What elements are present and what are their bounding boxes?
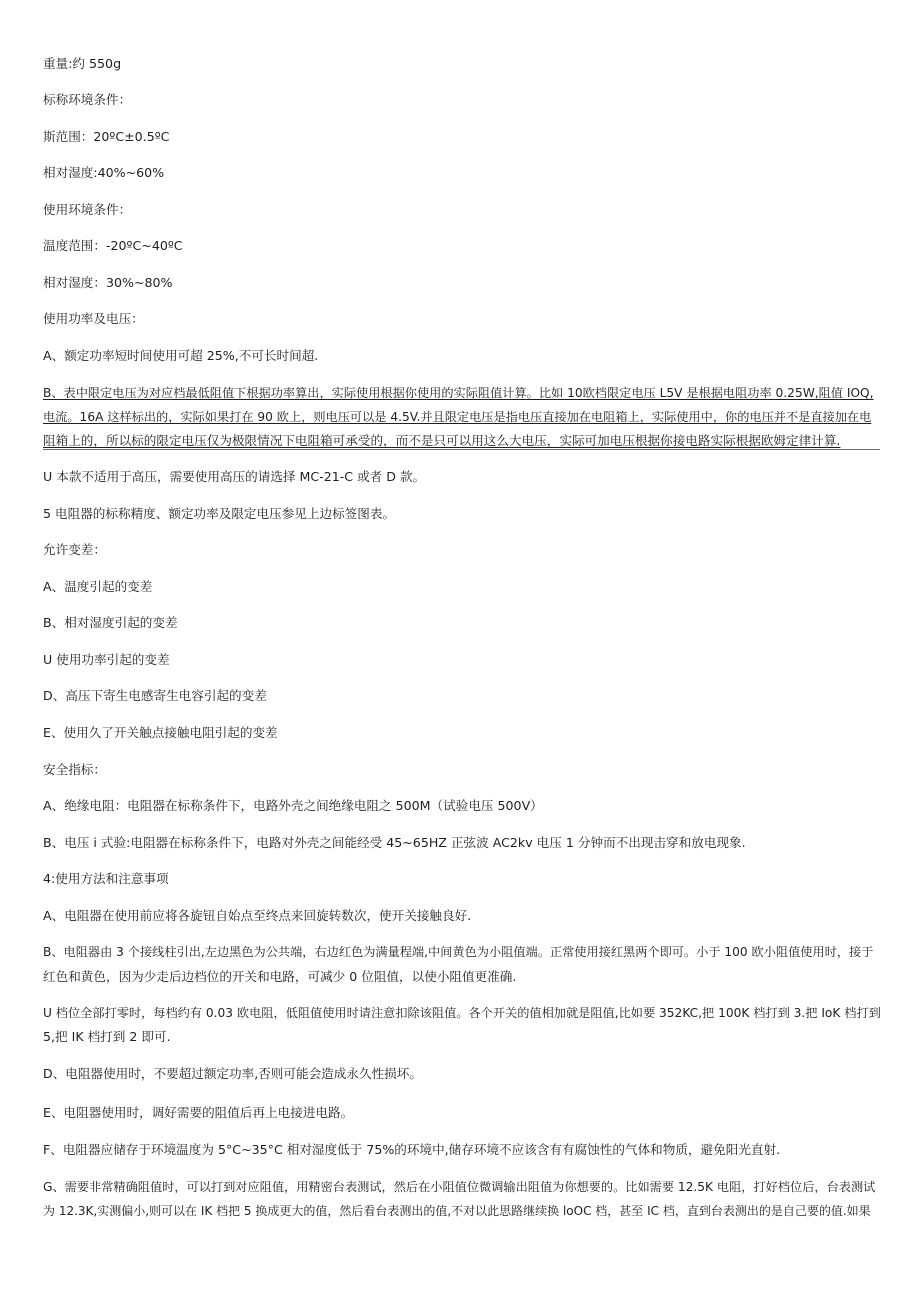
- variation-b: B、相对湿度引起的变差: [43, 615, 178, 630]
- safety-a: A、绝缘电阻：电阻器在标称条件下，电路外壳之间绝缘电阻之 500M（试验电压 500V）: [43, 798, 543, 813]
- note-voltage-b-line2: 电流。16A 这样标出的，实际如果打在 90 欧上，则电压可以是 4.5V.并且限定电压是指电压直接加在电阻箱上，实际使用中，你的电压并不是直接加在电: [43, 410, 872, 424]
- note-power-a: A、额定功率短时间使用可超 25%,不可长时间超.: [43, 348, 319, 363]
- variation-e: E、使用久了开关触点接触电阻引起的变差: [43, 725, 278, 740]
- usage-c-line1: U 档位全部打零时，每档约有 0.03 欧电阻，低阻值使用时请注意扣除该阻值。各个开关的值相加就是阻值,比如要 352KC,把 100K 档打到 3.把 IoK 档打到: [43, 1006, 881, 1020]
- variation-d: D、高压下寄生电感寄生电容引起的变差: [43, 688, 267, 703]
- variation-a: A、温度引起的变差: [43, 579, 153, 594]
- safety-b: B、电压 i 式验:电阻器在标称条件下，电路对外壳之间能经受 45~65HZ 正弦波 AC2kv 电压 1 分钟而不出现击穿和放电现象.: [43, 835, 746, 850]
- variation-c: U 使用功率引起的变差: [43, 652, 170, 667]
- divider-line: [43, 449, 880, 450]
- heading-allowed-variation: 允许变差：: [43, 542, 106, 557]
- spec-weight: 重量:约 550g: [43, 56, 122, 71]
- note-high-voltage: U 本款不适用于高压，需要使用高压的请选择 MC-21-C 或者 D 款。: [43, 469, 426, 484]
- usage-b-line1: B、电阻器由 3 个接线柱引出,左边黑色为公共端，右边红色为满量程端,中间黄色为小阻值端。正常使用接红黑两个即可。小于 100 欧小阻值使用时，接于: [43, 945, 874, 959]
- usage-e: E、电阻器使用时，调好需要的阻值后再上电接进电路。: [43, 1105, 354, 1120]
- heading-usage-environment: 使用环境条件：: [43, 202, 132, 217]
- usage-c-line2: 5,把 IK 档打到 2 即可.: [43, 1029, 171, 1044]
- spec-usage-humidity: 相对湿度：30%~80%: [43, 275, 173, 290]
- usage-a: A、电阻器在使用前应将各旋钮自始点至终点来回旋转数次，使开关接触良好.: [43, 908, 472, 923]
- spec-usage-temperature: 温度范围：-20ºC~40ºC: [43, 238, 183, 253]
- spec-relative-humidity: 相对湿度:40%~60%: [43, 165, 165, 180]
- note-voltage-b-line3: 阻箱上的，所以标的限定电压仅为极限情况下电阻箱可承受的，而不是只可以用这么大电压，实际可加电压根据你接电路实际根据欧姆定律计算.: [43, 433, 841, 448]
- usage-g-line2: 为 12.3K,实测偏小,则可以在 IK 档把 5 换成更大的值，然后看台表测出的值,不对以此思路继续换 loOC 档，甚至 IC 档，直到台表测出的是自己要的值.如果: [43, 1204, 871, 1218]
- spec-temperature-range: 斯范围：20ºC±0.5ºC: [43, 129, 170, 144]
- usage-g-line1: G、需要非常精确阻值时，可以打到对应阻值，用精密台表测试，然后在小阻值位微调输出阻值为你想要的。比如需要 12.5K 电阻，打好档位后，台表测试: [43, 1180, 876, 1194]
- usage-d: D、电阻器使用时，不要超过额定功率,否则可能会造成永久性损坏。: [43, 1066, 422, 1081]
- heading-safety: 安全指标：: [43, 762, 106, 777]
- heading-power-voltage: 使用功率及电压：: [43, 311, 144, 326]
- usage-f: F、电阻器应储存于环境温度为 5°C~35°C 相对湿度低于 75%的环境中,储存环境不应该含有有腐蚀性的气体和物质，避免阳光直射.: [43, 1142, 781, 1157]
- note-voltage-b-line1: B、表中限定电压为对应档最低阻值下根据功率算出，实际使用根据你使用的实际阻值计算。比如 10欧档限定电压 L5V 是根据电阻功率 0.25W,阻值 IOQ,: [43, 386, 874, 400]
- heading-nominal-environment: 标称环境条件：: [43, 92, 132, 107]
- heading-usage-notes: 4:使用方法和注意事项: [43, 871, 169, 886]
- note-accuracy: 5 电阻器的标称精度、额定功率及限定电压参见上边标签图表。: [43, 506, 396, 521]
- usage-b-line2: 红色和黄色，因为少走后边档位的开关和电路，可减少 0 位阻值，以使小阻值更准确.: [43, 969, 517, 984]
